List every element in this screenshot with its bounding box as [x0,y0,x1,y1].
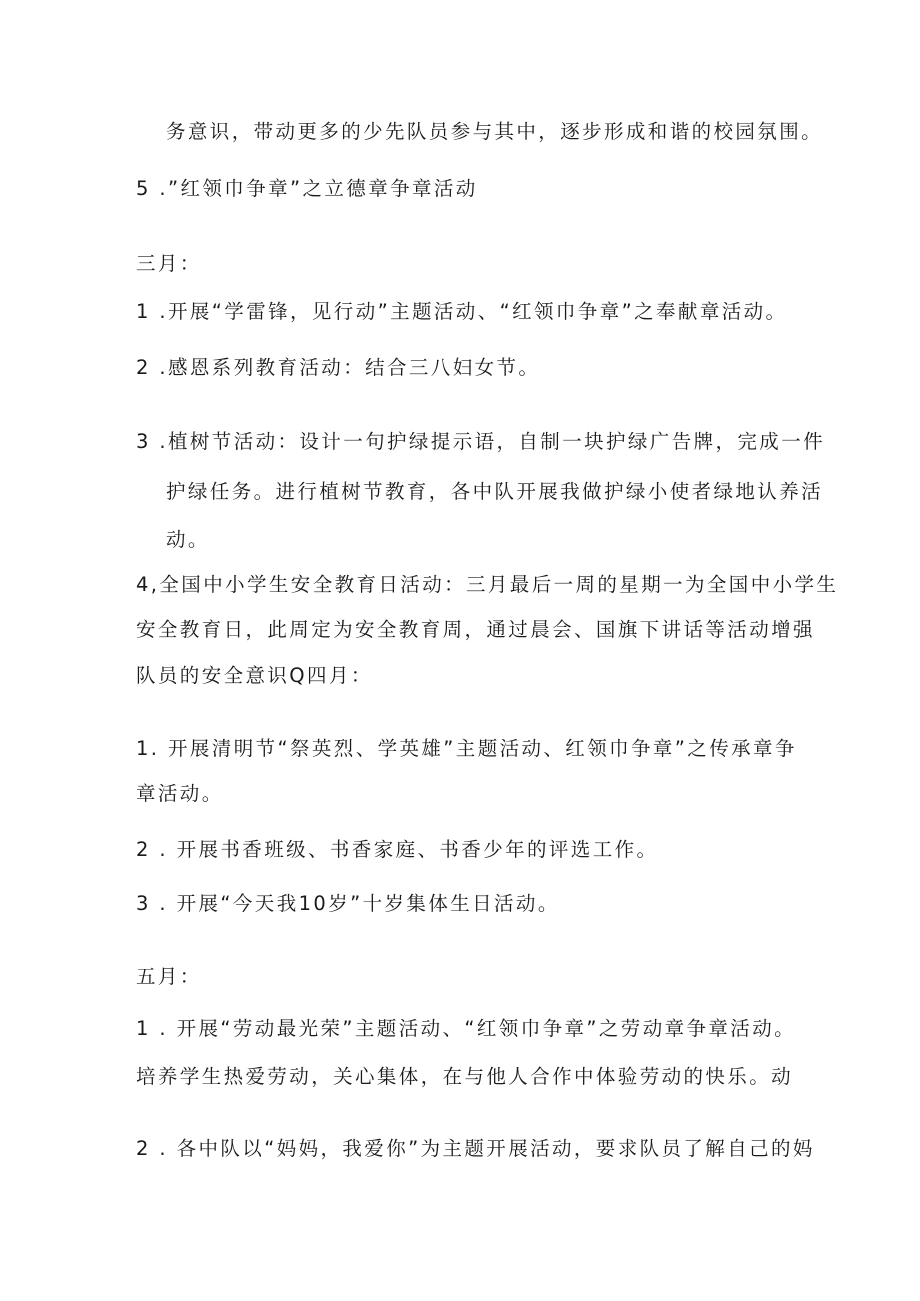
list-item: 3 . 开展“今天我10岁”十岁集体生日活动。 [136,892,560,915]
list-item: 2 . 各中队以“妈妈，我爱你”为主题开展活动，要求队员了解自己的妈 [136,1137,815,1160]
list-item: 4,全国中小学生安全教育日活动：三月最后一周的星期一为全国中小学生 [136,573,839,596]
list-item-continuation: 队员的安全意识Q四月： [136,664,373,687]
list-item-heading: 5 .”红领巾争章”之立德章争章活动 [136,177,478,200]
section-heading-may: 五月： [136,965,202,988]
list-item-continuation: 安全教育日，此周定为安全教育周，通过晨会、国旗下讲话等活动增强 [136,618,815,641]
list-item: 2 .感恩系列教育活动：结合三八妇女节。 [136,356,541,379]
list-item-continuation: 护绿任务。进行植树节教育，各中队开展我做护绿小使者绿地认养活 [166,480,824,503]
list-item: 1 . 开展“劳动最光荣”主题活动、“红领巾争章”之劳动章争章活动。 [136,1017,797,1040]
list-item: 1 .开展“学雷锋，见行动”主题活动、“红领巾争章”之奉献章活动。 [136,300,788,323]
paragraph-line: 务意识，带动更多的少先队员参与其中，逐步形成和谐的校园氛围。 [166,120,824,143]
list-item-continuation: 培养学生热爱劳动，关心集体，在与他人合作中体验劳动的快乐。动 [136,1065,794,1088]
list-item-continuation: 动。 [166,528,210,551]
list-item: 1. 开展清明节“祭英烈、学英雄”主题活动、红领巾争章”之传承章争 [136,737,797,760]
list-item: 3 .植树节活动：设计一句护绿提示语，自制一块护绿广告牌，完成一件 [136,430,826,453]
section-heading-march: 三月： [136,252,202,275]
list-item: 2 . 开展书香班级、书香家庭、书香少年的评选工作。 [136,838,659,861]
list-item-continuation: 章活动。 [136,782,224,805]
